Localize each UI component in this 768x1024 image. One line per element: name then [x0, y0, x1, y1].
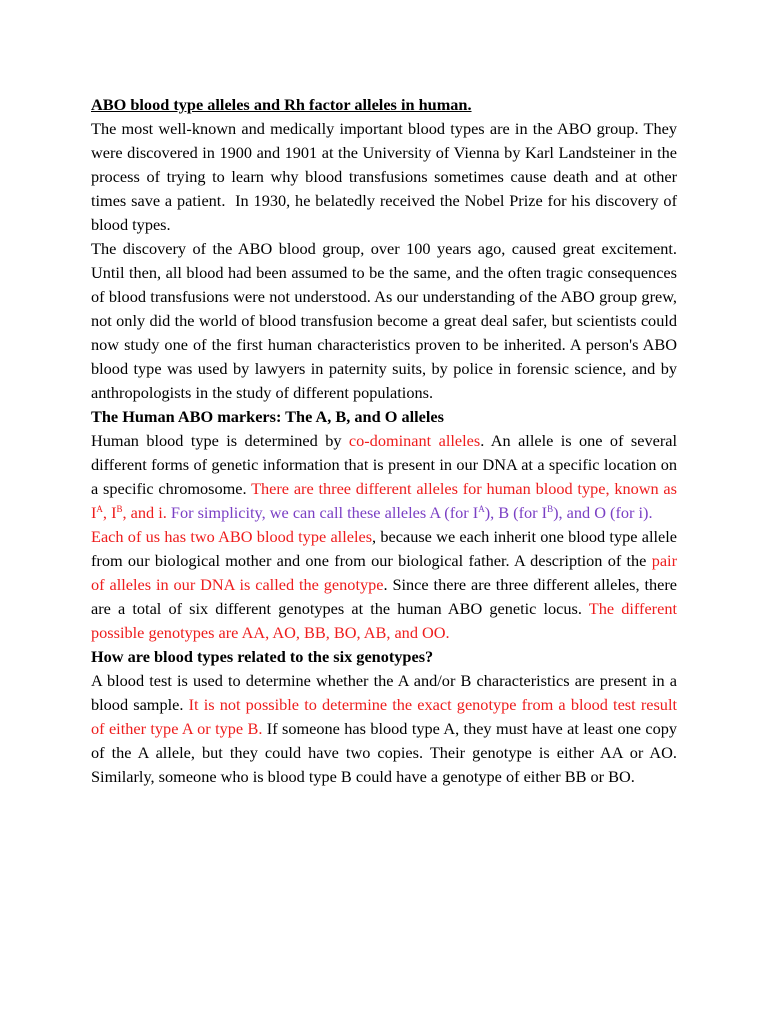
- paragraph-abo-discovery: The discovery of the ABO blood group, over 100 years ago, caused great excitement. Until then, all blood had been assumed to be the same, and the often tragic consequences of blood transfusions were not understood. As our understanding of the ABO group grew, not only did the world of blood transfusion become a great deal safer, but scientists could now study one of the first human characteristics proven to be inherited. A person's ABO blood type was used by lawyers in paternity suits, by police in forensic science, and by anthropologists in the study of different populations.: [91, 239, 677, 402]
- superscript-a: A: [478, 504, 485, 514]
- highlight-blood-test: It is not possible to determine the exact genotype from a blood test result of either type A or type B.: [91, 695, 677, 738]
- text-span: A blood test is used to determine whether the A and/or B characteristics are present in a blood sample.: [91, 671, 677, 714]
- superscript-b: B: [547, 504, 554, 514]
- paragraph-alleles: [91, 429, 677, 525]
- highlight-codominant: co-dominant alleles: [348, 431, 481, 450]
- text-span: If someone has blood type A, they must have at least one copy of the A allele, but they could have two copies. Their genotype is either AA or AO. Similarly, someone who is blood type B could have a genotype of either BB or BO.: [91, 719, 677, 786]
- paragraph-blood-test: [91, 669, 677, 789]
- text-span: . Since there are three different alleles, there are a total of six different genotypes at the human ABO genetic locus.: [91, 575, 678, 618]
- document-title: ABO blood type alleles and Rh factor alleles in human.: [91, 95, 472, 114]
- highlight-genotype-definition: pair of alleles in our DNA is called the genotype: [91, 551, 677, 594]
- section-heading-blood-types: How are blood types related to the six genotypes?: [91, 647, 434, 666]
- text-span: , I: [102, 503, 117, 522]
- text-span: Human blood type is determined by: [91, 431, 349, 450]
- text-span: , because we each inherit one blood type allele from our biological mother and one from our biological father. A description of the: [91, 527, 677, 570]
- text-span: , and i.: [122, 503, 167, 522]
- highlight-possible-genotypes: The different possible genotypes are AA, AO, BB, BO, AB, and OO.: [91, 599, 677, 642]
- highlight-simplicity: [167, 503, 653, 522]
- text-span: ), and O (for i).: [553, 503, 653, 522]
- superscript-a: A: [96, 504, 103, 514]
- document-page: [91, 93, 677, 789]
- text-span: . An allele is one of several different forms of genetic information that is present in our DNA at a specific location on a specific chromosome.: [91, 431, 678, 498]
- text-span: ), B (for I: [484, 503, 548, 522]
- paragraph-genotypes: [91, 525, 677, 645]
- highlight-two-alleles: Each of us has two ABO blood type alleles: [91, 527, 373, 546]
- superscript-b: B: [116, 504, 123, 514]
- section-heading-abo-markers: The Human ABO markers: The A, B, and O alleles: [91, 407, 444, 426]
- text-span: For simplicity, we can call these alleles A (for I: [166, 503, 479, 522]
- paragraph-landsteiner: The most well-known and medically important blood types are in the ABO group. They were discovered in 1900 and 1901 at the University of Vienna by Karl Landsteiner in the process of trying to learn why blood transfusions sometimes cause death and at other times save a patient. In 1930, he belatedly received the Nobel Prize for his discovery of blood types.: [91, 119, 677, 234]
- text-span: There are three different alleles for human blood type, known as I: [91, 479, 677, 522]
